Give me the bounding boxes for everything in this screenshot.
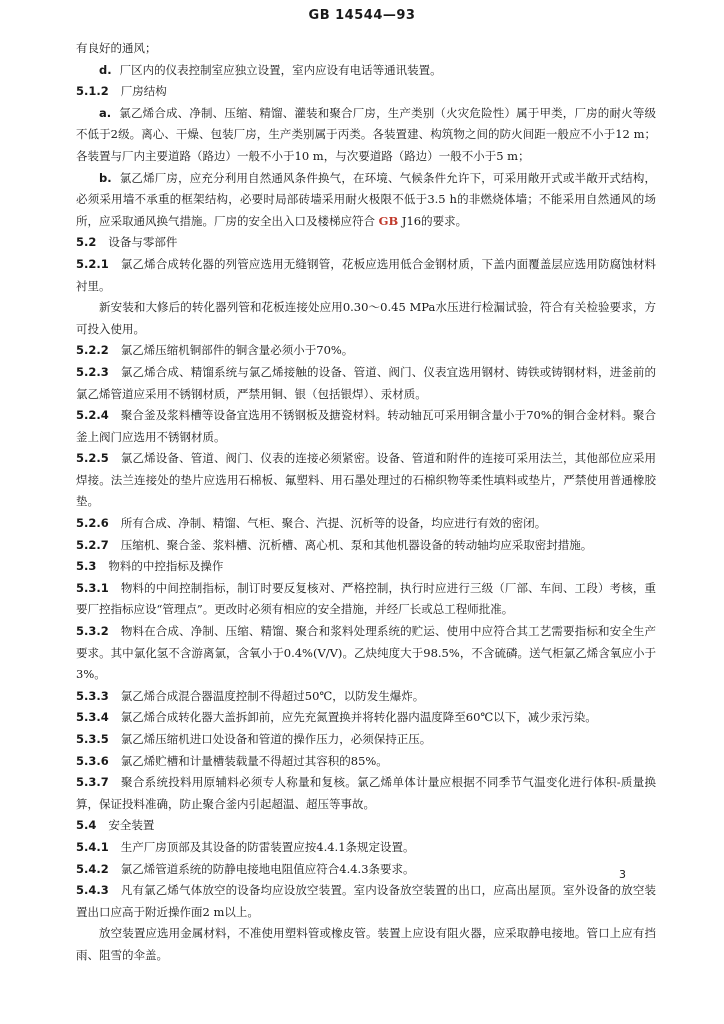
clause-5-2-4 bbox=[76, 405, 656, 448]
paragraph-text: 氯乙烯贮槽和计量槽装载量不得超过其容积的85%。 bbox=[120, 753, 388, 768]
clause-5-2-1 bbox=[76, 254, 656, 297]
paragraph-text: 厂区内的仪表控制室应独立设置，室内应设有电话等通讯装置。 bbox=[119, 62, 442, 77]
item-marker: b. bbox=[99, 170, 112, 185]
paragraph-text: 物料的中控指标及操作 bbox=[108, 559, 224, 574]
clause-5-3-1 bbox=[76, 578, 656, 621]
clause-5-2 bbox=[76, 232, 656, 254]
clause-number: 5.2.7 bbox=[76, 537, 109, 552]
paragraph bbox=[76, 297, 656, 340]
clause-number: 5.3.3 bbox=[76, 688, 109, 703]
paragraph-text: 氯乙烯压缩机进口处设备和管道的操作压力，必须保持正压。 bbox=[120, 732, 432, 746]
clause-5-4-1 bbox=[76, 837, 656, 859]
paragraph-text: 氯乙烯合成混合器温度控制不得超过50℃，以防发生爆炸。 bbox=[120, 688, 425, 703]
clause-number: 5.3.6 bbox=[76, 753, 109, 768]
paragraph bbox=[76, 103, 656, 168]
paragraph-text: 厂房结构 bbox=[120, 84, 167, 99]
item-marker: a. bbox=[99, 105, 112, 120]
paragraph-text: 氯乙烯合成转化器大盖拆卸前，应先充氮置换并将转化器内温度降至60℃以下，减少汞污染。 bbox=[120, 710, 597, 725]
paragraph-text: 物料在合成、净制、压缩、精馏、聚合和浆料处理系统的贮运、使用中应符合其工艺需要指标和安全生产要求。其中氯化氢不含游离氯，含氧小于0.4%(V/V)。乙炔纯度大于98.5%，不含硫磷。送气柜氯乙烯含氧应小于3%。 bbox=[76, 624, 656, 682]
paragraph bbox=[76, 60, 656, 82]
paragraph-text: 所有合成、净制、精馏、气柜、聚合、汽提、沉析等的设备，均应进行有效的密闭。 bbox=[120, 516, 547, 531]
clause-number: 5.4 bbox=[76, 818, 97, 833]
clause-5-3-4 bbox=[76, 707, 656, 729]
paragraph bbox=[76, 923, 656, 966]
item-marker: d. bbox=[99, 62, 112, 77]
clause-number: 5.3.7 bbox=[76, 775, 109, 790]
paragraph bbox=[76, 168, 656, 233]
clause-number: 5.3.2 bbox=[76, 624, 109, 639]
clause-5-2-2 bbox=[76, 340, 656, 362]
paragraph bbox=[76, 38, 656, 60]
paragraph-text: 氯乙烯压缩机铜部件的铜含量必须小于70%。 bbox=[120, 343, 354, 358]
clause-5-2-7 bbox=[76, 535, 656, 557]
clause-5-3 bbox=[76, 556, 656, 578]
paragraph-text: 有良好的通风； bbox=[76, 41, 157, 55]
clause-5-4-3 bbox=[76, 880, 656, 923]
paragraph-text: 聚合系统投料用原辅料必须专人称量和复核。氯乙烯单体计量应根据不同季节气温变化进行体积-质量换算，保证投料准确，防止聚合釜内引起超温、超压等事故。 bbox=[76, 775, 656, 811]
clause-number: 5.3 bbox=[76, 559, 97, 574]
clause-number: 5.2.4 bbox=[76, 408, 109, 423]
clause-5-2-5 bbox=[76, 448, 656, 513]
standard-header: GB 14544—93 bbox=[308, 8, 416, 23]
paragraph-text: 氯乙烯合成、精馏系统与氯乙烯接触的设备、管道、阀门、仪表宜选用钢材、铸铁或铸钢材料，进釜前的氯乙烯管道应采用不锈钢材质，严禁用铜、银（包括银焊）、汞材质。 bbox=[76, 364, 656, 401]
clause-5-3-2 bbox=[76, 621, 656, 686]
paragraph-text: 氯乙烯合成、净制、压缩、精馏、灌装和聚合厂房，生产类别（火灾危险性）属于甲类，厂房的耐火等级不低于2级。离心、干燥、包装厂房，生产类别属于丙类。各装置建、构筑物之间的防火间距一般应不小于12 m；各装置与厂内主要道路（路边）一般不小于10 m，与次要道路（路边）一般不小于5 m； bbox=[76, 105, 656, 163]
clause-5-2-6 bbox=[76, 513, 656, 535]
paragraph-text: 氯乙烯厂房，应充分利用自然通风条件换气，在环境、气候条件允许下，可采用敞开式或半敞开式结构，必须采用墙不承重的框架结构，必要时局部砖墙采用耐火极限不低于3.5 h的非燃烧体墙；不能采用自然通风的场所，应采取通风换气措施。厂房的安全出入口及楼梯应符合 bbox=[76, 170, 656, 228]
clause-5-2-3 bbox=[76, 362, 656, 405]
clause-5-3-3 bbox=[76, 686, 656, 708]
clause-5-3-6 bbox=[76, 751, 656, 773]
paragraph-text: 凡有氯乙烯气体放空的设备均应设放空装置。室内设备放空装置的出口，应高出屋顶。室外设备的放空装置出口应高于附近操作面2 m以上。 bbox=[76, 883, 656, 919]
clause-5-3-7 bbox=[76, 772, 656, 815]
paragraph-text: 氯乙烯合成转化器的列管应选用无缝钢管，花板应选用低合金钢材质，下盖内面覆盖层应选用防腐蚀材料衬里。 bbox=[76, 256, 656, 293]
clause-5-4-2 bbox=[76, 859, 656, 881]
clause-number: 5.4.2 bbox=[76, 861, 109, 876]
clause-number: 5.2.6 bbox=[76, 516, 109, 531]
paragraph-text: 放空装置应选用金属材料，不准使用塑料管或橡皮管。装置上应设有阻火器，应采取静电接地。管口上应有挡雨、阻雪的伞盖。 bbox=[76, 926, 656, 962]
clause-number: 5.2.1 bbox=[76, 256, 109, 271]
clause-number: 5.2.2 bbox=[76, 343, 109, 358]
paragraph-text: 氯乙烯设备、管道、阀门、仪表的连接必须紧密。设备、管道和附件的连接可采用法兰，其他部位应采用焊接。法兰连接处的垫片应选用石棉板、氟塑料、用石墨处理过的石棉织物等柔性填料或垫片，严禁使用普通橡胶垫。 bbox=[76, 451, 656, 509]
paragraph-text: 物料的中间控制指标，制订时要反复核对、严格控制，执行时应进行三级（厂部、车间、工段）考核，重要厂控指标应设“管理点”。更改时必须有相应的安全措施，并经厂长或总工程师批准。 bbox=[76, 580, 656, 617]
clause-5-4 bbox=[76, 815, 656, 837]
page-number: 3 bbox=[619, 868, 626, 881]
clause-number: 5.3.1 bbox=[76, 580, 109, 595]
clause-number: 5.2 bbox=[76, 235, 97, 250]
clause-5-3-5 bbox=[76, 729, 656, 751]
clause-number: 5.3.5 bbox=[76, 732, 109, 746]
clause-number: 5.4.1 bbox=[76, 839, 109, 854]
document-body bbox=[76, 38, 656, 967]
clause-number: 5.1.2 bbox=[76, 84, 109, 99]
paragraph-text: 压缩机、聚合釜、浆料槽、沉析槽、离心机、泵和其他机器设备的转动轴均应采取密封措施。 bbox=[120, 537, 593, 552]
clause-number: 5.4.3 bbox=[76, 883, 109, 898]
paragraph-text: 设备与零部件 bbox=[108, 235, 178, 250]
clause-5-1-2 bbox=[76, 81, 656, 103]
clause-number: 5.2.5 bbox=[76, 451, 109, 466]
paragraph-text: 聚合釜及浆料槽等设备宜选用不锈钢板及搪瓷材料。转动轴瓦可采用铜含量小于70%的铜合金材料。聚合釜上阀门应选用不锈钢材质。 bbox=[76, 408, 656, 444]
clause-number: 5.3.4 bbox=[76, 710, 109, 725]
paragraph-text: 安全装置 bbox=[108, 818, 155, 833]
standard-reference: GB bbox=[378, 213, 399, 228]
paragraph-text: 氯乙烯管道系统的防静电接地电阻值应符合4.4.3条要求。 bbox=[120, 861, 415, 876]
clause-number: 5.2.3 bbox=[76, 364, 109, 379]
paragraph-text: 新安装和大修后的转化器列管和花板连接处应用0.30～0.45 MPa水压进行检漏试验，符合有关检验要求，方可投入使用。 bbox=[76, 300, 656, 336]
paragraph-text-tail: J16的要求。 bbox=[401, 213, 468, 228]
paragraph-text: 生产厂房顶部及其设备的防雷装置应按4.4.1条规定设置。 bbox=[120, 839, 415, 854]
